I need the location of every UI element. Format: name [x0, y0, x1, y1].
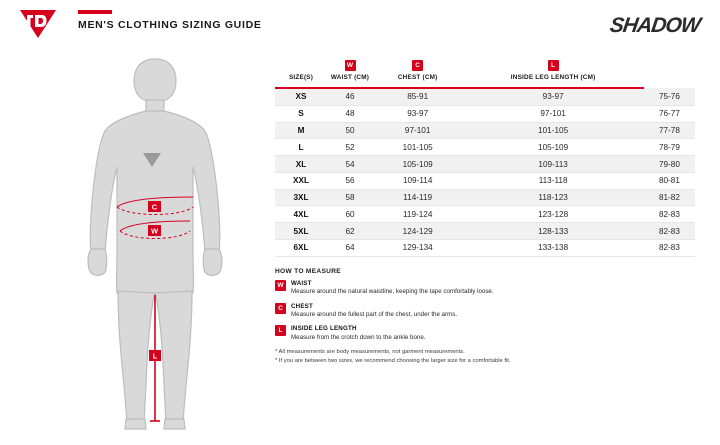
table-row: [275, 206, 695, 223]
cell-waist: 109-114: [373, 172, 462, 189]
cell-size-num: 46: [327, 88, 373, 105]
cell-chest: 105-109: [462, 139, 644, 156]
table-row: [275, 189, 695, 206]
table-row: [275, 240, 695, 257]
cell-waist: 85-91: [373, 88, 462, 105]
table-row: [275, 139, 695, 156]
cell-size-num: 54: [327, 156, 373, 173]
cell-length: 78-79: [644, 139, 695, 156]
legend-section: [275, 268, 700, 366]
legend-item-chest: [275, 303, 700, 320]
cell-size: 3XL: [275, 189, 327, 206]
cell-waist: 105-109: [373, 156, 462, 173]
col-header-size: SIZE(S): [275, 60, 327, 88]
page-header: [0, 0, 720, 46]
chip-c-icon: C: [412, 60, 423, 71]
page-title: MEN'S CLOTHING SIZING GUIDE: [78, 19, 262, 31]
cell-length: 82-83: [644, 206, 695, 223]
cell-size-num: 56: [327, 172, 373, 189]
legend-item-text: Measure from the crotch down to the ankle bone.: [291, 333, 426, 341]
col-header-chest: C CHEST (CM): [373, 60, 462, 88]
cell-chest: 133-138: [462, 240, 644, 257]
table-row: [275, 88, 695, 105]
cell-size: 4XL: [275, 206, 327, 223]
chip-w-icon: W: [275, 280, 286, 291]
table-row: [275, 223, 695, 240]
size-table-body: [275, 88, 695, 256]
svg-text:W: W: [150, 226, 159, 236]
cell-size: XS: [275, 88, 327, 105]
cell-size: S: [275, 105, 327, 122]
cell-length: 75-76: [644, 88, 695, 105]
cell-size-num: 52: [327, 139, 373, 156]
cell-chest: 118-123: [462, 189, 644, 206]
col-header-waist: W WAIST (CM): [327, 60, 373, 88]
cell-chest: 97-101: [462, 105, 644, 122]
svg-text:C: C: [151, 202, 158, 212]
size-table-container: [275, 60, 695, 257]
cell-waist: 119-124: [373, 206, 462, 223]
shield-logo-icon: [18, 8, 58, 40]
cell-waist: 129-134: [373, 240, 462, 257]
cell-length: 76-77: [644, 105, 695, 122]
legend-note: * If you are between two sizes, we recommend choosing the larger size for a comfortable fit.: [275, 357, 511, 364]
cell-chest: 93-97: [462, 88, 644, 105]
legend-note: * All measurements are body measurements, not garment measurements.: [275, 349, 465, 356]
chip-l-icon: L: [548, 60, 559, 71]
marker-l-icon: [149, 350, 161, 361]
legend-item-title: CHEST: [291, 302, 313, 310]
cell-length: 81-82: [644, 189, 695, 206]
cell-size: M: [275, 122, 327, 139]
cell-size-num: 58: [327, 189, 373, 206]
cell-length: 80-81: [644, 172, 695, 189]
cell-length: 77-78: [644, 122, 695, 139]
cell-waist: 124-129: [373, 223, 462, 240]
legend-item-text: Measure around the natural waistline, keeping the tape comfortably loose.: [291, 288, 494, 296]
legend-title: HOW TO MEASURE: [275, 268, 341, 275]
chip-l-icon: L: [275, 325, 286, 336]
cell-length: 82-83: [644, 223, 695, 240]
body-measurement-figure: [60, 55, 250, 430]
table-row: [275, 172, 695, 189]
cell-waist: 97-101: [373, 122, 462, 139]
legend-item-text: Measure around the fullest part of the chest, under the arms.: [291, 311, 458, 319]
legend-item-title: WAIST: [291, 280, 312, 287]
cell-size-num: 64: [327, 240, 373, 257]
legend-notes: [275, 348, 700, 365]
svg-text:L: L: [152, 351, 158, 361]
cell-size-num: 48: [327, 105, 373, 122]
cell-waist: 93-97: [373, 105, 462, 122]
col-header-length: L INSIDE LEG LENGTH (CM): [462, 60, 644, 88]
table-row: [275, 122, 695, 139]
cell-size-num: 50: [327, 122, 373, 139]
cell-size: XL: [275, 156, 327, 173]
cell-chest: 109-113: [462, 156, 644, 173]
cell-size: XXL: [275, 172, 327, 189]
cell-size-num: 62: [327, 223, 373, 240]
cell-size: 6XL: [275, 240, 327, 257]
cell-chest: 113-118: [462, 172, 644, 189]
brand-wordmark: SHADOW: [608, 14, 702, 37]
size-table: [275, 60, 695, 257]
cell-length: 79-80: [644, 156, 695, 173]
cell-waist: 114-119: [373, 189, 462, 206]
marker-w-icon: [148, 225, 161, 236]
cell-size: L: [275, 139, 327, 156]
page-title-block: [78, 10, 262, 31]
cell-length: 82-83: [644, 240, 695, 257]
legend-item-length: [275, 325, 700, 342]
cell-chest: 123-128: [462, 206, 644, 223]
chip-w-icon: W: [345, 60, 356, 71]
title-accent-bar: [78, 10, 112, 14]
cell-chest: 101-105: [462, 122, 644, 139]
cell-waist: 101-105: [373, 139, 462, 156]
table-row: [275, 156, 695, 173]
cell-chest: 128-133: [462, 223, 644, 240]
cell-size-num: 60: [327, 206, 373, 223]
cell-size: 5XL: [275, 223, 327, 240]
table-row: [275, 105, 695, 122]
legend-item-title: INSIDE LEG LENGTH: [291, 325, 357, 333]
chip-c-icon: C: [275, 303, 286, 314]
legend-item-waist: [275, 280, 700, 297]
marker-c-icon: [148, 201, 161, 212]
